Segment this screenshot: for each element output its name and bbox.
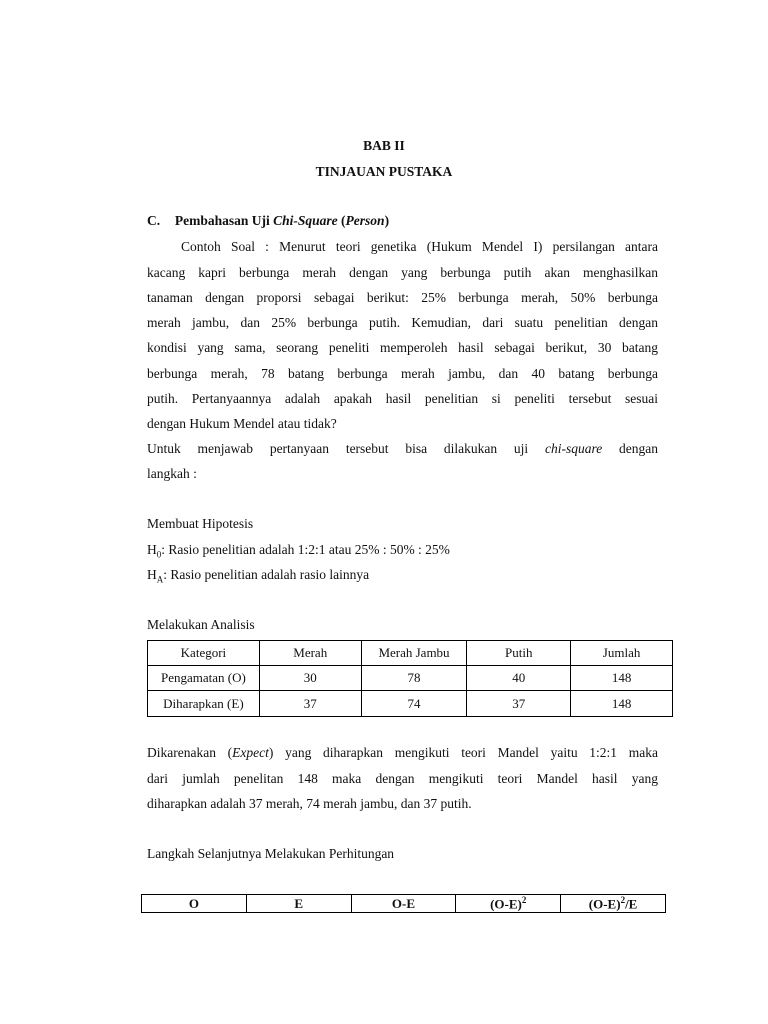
calc-header-chi-sup: 2 [620,895,626,905]
calc-header-o-minus-e: O-E [351,895,456,913]
paragraph2-line [147,441,658,457]
paragraph3-italic: Expect [232,745,269,760]
table-cell: 37 [259,691,361,717]
h0-text: : Rasio penelitian adalah 1:2:1 atau 25% : 50% : 25% [161,542,450,557]
table-header-cell: Kategori [148,641,260,666]
section-text-end: ) [384,213,390,228]
paragraph3-line [147,745,658,761]
paragraph1-line: merah jambu, dan 25% berbunga putih. Kemudian, dari suatu penelitian dengan [147,315,658,330]
ha-label: H [147,567,157,582]
table-header-cell: Jumlah [571,641,673,666]
section-italic-person: Person [345,213,385,228]
table-cell: Pengamatan (O) [148,666,260,691]
calc-header-squared [456,895,561,913]
calc-header-chi-div: /E [625,896,638,912]
ha-text: : Rasio penelitian adalah rasio lainnya [163,567,370,582]
table-cell: Diharapkan (E) [148,691,260,717]
section-text-mid: ( [337,213,346,228]
hypothesis-title: Membuat Hipotesis [147,516,254,531]
chapter-number: BAB II [363,138,405,153]
hypothesis-h0 [147,542,658,560]
paragraph1-line: tanaman dengan proporsi sebagai berikut: 25% berbunga merah, 50% berbunga [147,290,658,305]
paragraph1-line: kondisi yang sama, seorang peneliti memperoleh hasil sebagai berikut, 30 batang [147,340,658,355]
table-cell: 37 [467,691,571,717]
table-row [148,691,673,717]
h0-subscript: 0 [156,549,162,560]
section-italic-chi: Chi-Square [273,213,338,228]
calc-header-squared-base: (O-E) [490,896,522,912]
paragraph2-after: dengan [602,441,658,456]
paragraph3-after: ) yang diharapkan mengikuti teori Mandel yaitu 1:2:1 maka [268,745,658,760]
calculation-table [141,894,666,913]
table-row [148,666,673,691]
paragraph1-last-line: dengan Hukum Mendel atau tidak? [147,416,337,431]
calculation-header-row [142,895,666,913]
paragraph2-italic: chi-square [544,441,603,456]
section-prefix: C. [147,213,161,228]
analysis-table [147,640,673,717]
table-cell: 78 [361,666,467,691]
calc-header-o: O [142,895,247,913]
ha-subscript: A [156,574,164,585]
section-heading [147,213,389,229]
calc-header-squared-sup: 2 [521,895,527,905]
table-cell: 74 [361,691,467,717]
table-cell: 148 [571,691,673,717]
calc-header-e: E [246,895,351,913]
analysis-title: Melakukan Analisis [147,617,255,632]
table-cell: 148 [571,666,673,691]
table-header-cell: Merah [259,641,361,666]
calc-header-chi-base: (O-E) [588,896,621,912]
table-header-cell: Putih [467,641,571,666]
h0-label: H [147,542,157,557]
paragraph2-before: Untuk menjawab pertanyaan tersebut bisa dilakukan uji [147,441,545,456]
paragraph1-line: Contoh Soal : Menurut teori genetika (Hukum Mendel I) persilangan antara [181,239,658,254]
paragraph2-last-line: langkah : [147,466,197,481]
paragraph1-line: kacang kapri berbunga merah dengan yang berbunga putih akan menghasilkan [147,265,658,280]
hypothesis-ha [147,567,658,585]
chapter-title: TINJAUAN PUSTAKA [315,164,453,179]
paragraph1-line: putih. Pertanyaannya adalah apakah hasil penelitian si peneliti tersebut sesuai [147,391,658,406]
paragraph3-line: dari jumlah penelitan 148 maka dengan mengikuti teori Mandel hasil yang [147,771,658,786]
table-header-cell: Merah Jambu [361,641,467,666]
table-header-row [148,641,673,666]
calc-header-chi [561,895,666,913]
paragraph3-before: Dikarenakan ( [147,745,233,760]
section-text-before: Pembahasan Uji [174,213,274,228]
paragraph1-line: berbunga merah, 78 batang berbunga merah jambu, dan 40 batang berbunga [147,366,658,381]
table-cell: 40 [467,666,571,691]
table-cell: 30 [259,666,361,691]
next-step-title: Langkah Selanjutnya Melakukan Perhitungan [147,846,395,861]
paragraph3-last-line: diharapkan adalah 37 merah, 74 merah jambu, dan 37 putih. [147,796,472,811]
